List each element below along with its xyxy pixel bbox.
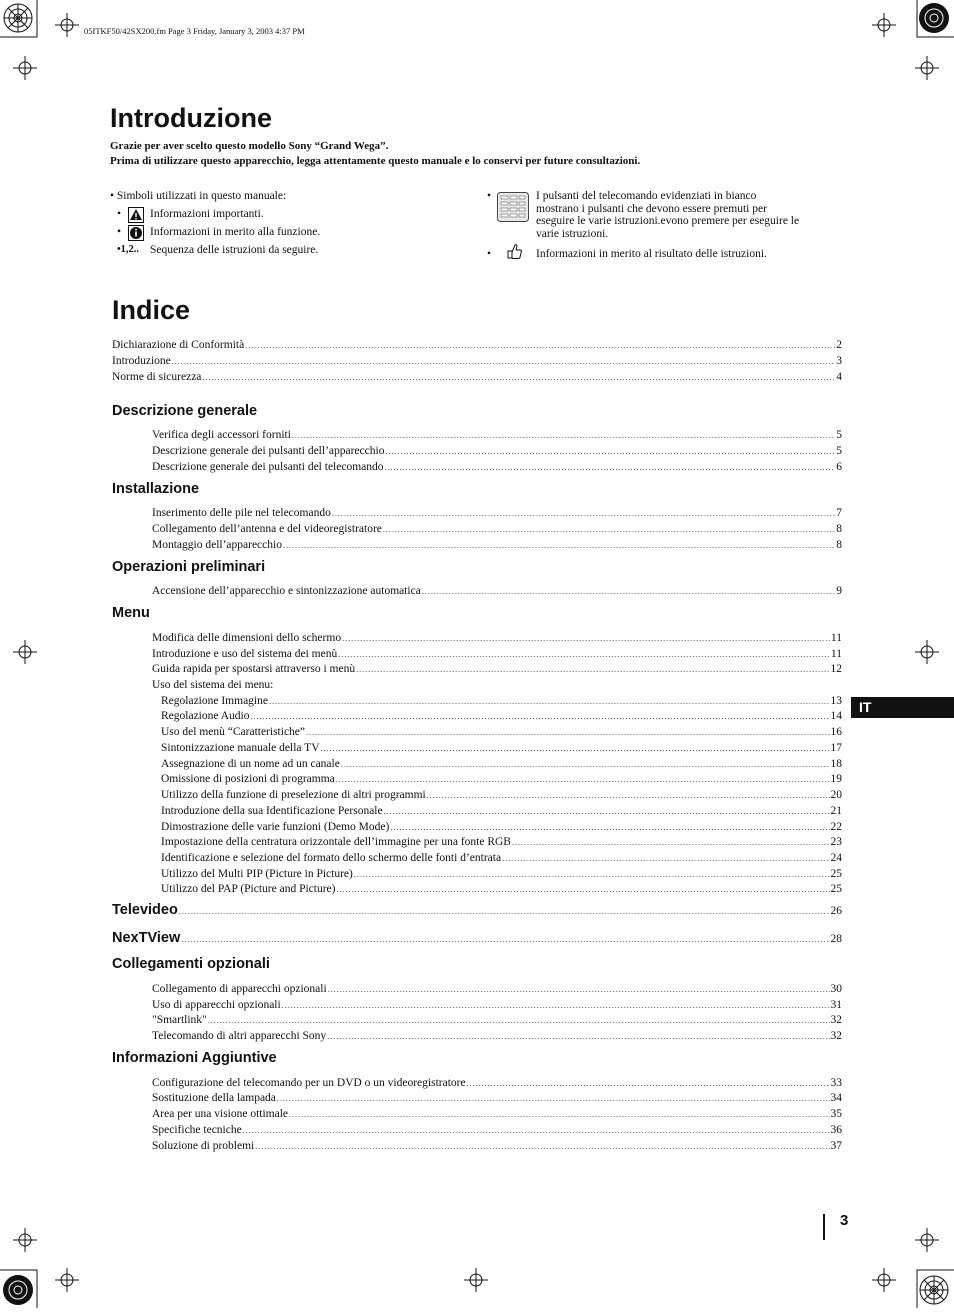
- info-icon: [128, 225, 144, 241]
- toc-entry-label: Verifica degli accessori forniti: [152, 429, 291, 441]
- toc-section-heading: [112, 930, 842, 948]
- toc-entry-page: 36: [830, 1124, 842, 1136]
- toc-entry-label: Collegamento di apparecchi opzionali: [152, 983, 327, 995]
- toc-entry-label: "Smartlink": [152, 1014, 207, 1026]
- toc-leader-dots: [512, 838, 830, 847]
- toc-entry: [152, 1124, 842, 1139]
- toc-entry-page: 28: [830, 933, 842, 945]
- toc-entry-page: 6: [836, 461, 842, 473]
- toc-section-heading: Operazioni preliminari: [112, 559, 266, 575]
- toc-entry-page: 9: [836, 585, 842, 597]
- toc-entry-label: Regolazione Audio: [161, 710, 250, 722]
- toc-entry-label: Utilizzo del Multi PIP (Picture in Picture): [161, 868, 353, 880]
- symbol-bullet: •1,2..: [117, 244, 140, 255]
- toc-entry-label: Identificazione e selezione del formato dello schermo delle fonti d’entrata: [161, 852, 502, 864]
- page-number: 3: [840, 1212, 849, 1229]
- toc-section-heading: Informazioni Aggiuntive: [112, 1050, 277, 1066]
- toc-entry: [161, 836, 842, 851]
- toc-leader-dots: [282, 1001, 830, 1010]
- toc-entry-page: 32: [830, 1030, 842, 1042]
- toc-entry-page: 37: [830, 1140, 842, 1152]
- toc-entry: [152, 632, 842, 647]
- toc-entry-label: Uso del menù “Caratteristiche”: [161, 726, 306, 738]
- toc-entry-page: 4: [836, 371, 842, 383]
- toc-leader-dots: [328, 985, 830, 994]
- symbol-text: Sequenza delle istruzioni da seguire.: [150, 244, 319, 256]
- toc-leader-dots: [356, 665, 829, 674]
- toc-leader-dots: [502, 854, 829, 863]
- toc-entry: [161, 789, 842, 804]
- toc-entry-label: Uso di apparecchi opzionali: [152, 999, 281, 1011]
- toc-entry-label: Modifica delle dimensioni dello schermo: [152, 632, 342, 644]
- hand-icon: [505, 242, 523, 260]
- symbol-text: Informazioni importanti.: [150, 208, 264, 220]
- toc-entry: [161, 710, 842, 725]
- toc-leader-dots: [341, 760, 830, 769]
- toc-entry: [152, 648, 842, 663]
- toc-leader-dots: [277, 1094, 830, 1103]
- toc-entry-page: 25: [830, 868, 842, 880]
- symbols-heading: • Simboli utilizzati in questo manuale:: [110, 190, 287, 202]
- toc-entry-label: Impostazione della centratura orizzontale dell’immagine per una fonte RGB: [161, 836, 511, 848]
- toc-entry-page: 16: [830, 726, 842, 738]
- toc-entry: [152, 679, 842, 694]
- toc-leader-dots: [292, 431, 835, 440]
- symbol-bullet: •: [117, 226, 122, 238]
- toc-entry-label: Specifiche tecniche: [152, 1124, 242, 1136]
- hand-text: Informazioni in merito al risultato delle istruzioni.: [536, 248, 767, 260]
- toc-section-heading: Installazione: [112, 481, 200, 497]
- toc-entry: [161, 868, 842, 883]
- toc-leader-dots: [422, 587, 835, 596]
- toc-entry-page: 14: [830, 710, 842, 722]
- intro-title: Introduzione: [110, 103, 272, 133]
- toc-leader-dots: [179, 907, 830, 916]
- toc-entry-label: Sostituzione della lampada: [152, 1092, 276, 1104]
- toc-entry-label: Introduzione: [112, 355, 171, 367]
- toc-entry-page: 24: [830, 852, 842, 864]
- toc-leader-dots: [336, 775, 830, 784]
- warning-icon: [128, 207, 144, 223]
- toc-entry-page: 21: [830, 805, 842, 817]
- toc-leader-dots: [321, 744, 830, 753]
- toc-leader-dots: [181, 935, 829, 944]
- toc-entry-label: Dimostrazione delle varie funzioni (Demo Mode): [161, 821, 390, 833]
- toc-entry: [152, 461, 842, 476]
- toc-entry-label: Collegamento dell’antenna e del videoregistratore: [152, 523, 382, 535]
- file-header: 05ITKF50/42SX200.fm Page 3 Friday, January 3, 2003 4:37 PM: [84, 26, 305, 36]
- toc-entry: [152, 1140, 842, 1155]
- intro-line-1: Grazie per aver scelto questo modello Sony “Grand Wega”.: [110, 140, 389, 152]
- toc-entry-page: 19: [830, 773, 842, 785]
- toc-entry-page: 13: [830, 695, 842, 707]
- toc-entry: [152, 999, 842, 1014]
- toc-section-heading: Descrizione generale: [112, 403, 258, 419]
- remote-text: I pulsanti del telecomando evidenziati in bianco mostrano i pulsanti che devono essere premuti per eseguire le varie istruzioni.evono premere per eseguire le varie istruzioni.: [536, 190, 800, 240]
- toc-entry-page: 7: [836, 507, 842, 519]
- toc-section-heading: Menu: [112, 605, 150, 621]
- page-number-divider: [823, 1214, 825, 1240]
- toc-section-heading: [112, 902, 842, 920]
- toc-leader-dots: [208, 1016, 830, 1025]
- toc-entry-label: Descrizione generale dei pulsanti dell’apparecchio: [152, 445, 385, 457]
- toc-entry-page: 12: [830, 663, 842, 675]
- toc-entry-label: Accensione dell’apparecchio e sintonizzazione automatica: [152, 585, 421, 597]
- toc-entry-label: Sintonizzazione manuale della TV: [161, 742, 320, 754]
- toc-entry: [112, 371, 842, 386]
- toc-leader-dots: [385, 463, 836, 472]
- toc-entry-label: Regolazione Immagine: [161, 695, 268, 707]
- toc-leader-dots: [385, 447, 835, 456]
- toc-leader-dots: [384, 807, 830, 816]
- toc-entry-label: Utilizzo della funzione di preselezione di altri programmi: [161, 789, 426, 801]
- toc-leader-dots: [245, 341, 835, 350]
- toc-leader-dots: [269, 697, 830, 706]
- toc-entry: [112, 339, 842, 354]
- toc-entry-label: Televideo: [112, 902, 178, 918]
- toc-entry: [161, 726, 842, 741]
- toc-entry-label: Introduzione della sua Identificazione Personale: [161, 805, 383, 817]
- toc-entry-page: 31: [830, 999, 842, 1011]
- intro-line-2: Prima di utilizzare questo apparecchio, legga attentamente questo manuale e lo conservi per future consultazioni.: [110, 155, 641, 167]
- toc-entry-label: Inserimento delle pile nel telecomando: [152, 507, 331, 519]
- toc-entry-page: 34: [830, 1092, 842, 1104]
- remote-control-icon: [497, 192, 529, 222]
- toc-entry-page: 2: [836, 339, 842, 351]
- toc-leader-dots: [354, 870, 830, 879]
- toc-entry: [152, 1030, 842, 1045]
- toc-entry-label: Dichiarazione di Conformità: [112, 339, 245, 351]
- toc-entry: [152, 983, 842, 998]
- toc-entry: [152, 1108, 842, 1123]
- toc-entry: [152, 539, 842, 554]
- toc-entry-page: 33: [830, 1077, 842, 1089]
- toc-entry: [152, 1014, 842, 1029]
- language-tab: IT: [851, 697, 954, 718]
- toc-leader-dots: [327, 1032, 829, 1041]
- toc-leader-dots: [243, 1126, 830, 1135]
- toc-entry-label: Assegnazione di un nome ad un canale: [161, 758, 340, 770]
- toc-entry: [161, 773, 842, 788]
- toc-leader-dots: [255, 1142, 829, 1151]
- toc-entry-page: 35: [830, 1108, 842, 1120]
- toc-entry-page: 30: [830, 983, 842, 995]
- toc-leader-dots: [342, 634, 830, 643]
- toc-entry-page: 11: [830, 632, 842, 644]
- symbol-bullet: •: [117, 208, 122, 220]
- toc-entry-label: Uso del sistema dei menu:: [152, 679, 274, 691]
- toc-leader-dots: [283, 541, 835, 550]
- toc-entry: [152, 663, 842, 678]
- toc-entry: [152, 429, 842, 444]
- symbol-bullet: •: [487, 190, 492, 202]
- toc-entry-page: 22: [830, 821, 842, 833]
- toc-entry: [161, 805, 842, 820]
- toc-entry: [152, 1077, 842, 1092]
- toc-entry-page: 20: [830, 789, 842, 801]
- toc-entry-label: Area per una visione ottimale: [152, 1108, 289, 1120]
- toc-leader-dots: [332, 509, 835, 518]
- toc-entry: [152, 445, 842, 460]
- toc-leader-dots: [383, 525, 835, 534]
- toc-entry: [161, 852, 842, 867]
- toc-entry-label: Introduzione e uso del sistema dei menù: [152, 648, 338, 660]
- symbol-bullet: •: [487, 248, 492, 260]
- toc-entry: [152, 523, 842, 538]
- toc-entry-page: 32: [830, 1014, 842, 1026]
- toc-entry: [112, 355, 842, 370]
- toc-entry-page: 26: [830, 905, 842, 917]
- toc-leader-dots: [427, 791, 830, 800]
- toc-entry-label: Telecomando di altri apparecchi Sony: [152, 1030, 327, 1042]
- toc-entry-label: Configurazione del telecomando per un DVD o un videoregistratore: [152, 1077, 466, 1089]
- toc-section-heading: Collegamenti opzionali: [112, 956, 270, 972]
- toc-leader-dots: [338, 650, 830, 659]
- toc-entry: [161, 695, 842, 710]
- toc-entry: [161, 883, 842, 898]
- toc-leader-dots: [202, 373, 835, 382]
- toc-entry: [152, 585, 842, 600]
- toc-entry-page: 17: [830, 742, 842, 754]
- toc-entry-page: 18: [830, 758, 842, 770]
- toc-leader-dots: [306, 728, 829, 737]
- toc-entry-page: 8: [836, 523, 842, 535]
- toc-entry: [152, 1092, 842, 1107]
- toc-entry-label: Utilizzo del PAP (Picture and Picture): [161, 883, 336, 895]
- toc-entry-label: Guida rapida per spostarsi attraverso i menù: [152, 663, 356, 675]
- toc-entry-label: Soluzione di problemi: [152, 1140, 255, 1152]
- toc-entry-label: Montaggio dell’apparecchio: [152, 539, 282, 551]
- toc-entry-page: 5: [836, 445, 842, 457]
- toc-entry: [161, 742, 842, 757]
- toc-entry-page: 3: [836, 355, 842, 367]
- toc-entry: [152, 507, 842, 522]
- toc-entry: [161, 758, 842, 773]
- toc-entry-page: 5: [836, 429, 842, 441]
- toc-entry-label: Norme di sicurezza: [112, 371, 202, 383]
- toc-entry-label: NexTView: [112, 930, 181, 946]
- toc-leader-dots: [172, 357, 835, 366]
- toc-entry-page: 25: [830, 883, 842, 895]
- toc-entry-label: Descrizione generale dei pulsanti del telecomando: [152, 461, 384, 473]
- index-title: Indice: [112, 295, 191, 325]
- toc-entry-page: 8: [836, 539, 842, 551]
- toc-entry-page: 11: [830, 648, 842, 660]
- toc-leader-dots: [250, 712, 829, 721]
- toc-leader-dots: [337, 885, 830, 894]
- toc-leader-dots: [289, 1110, 829, 1119]
- toc-entry-page: 23: [830, 836, 842, 848]
- toc-entry-label: Omissione di posizioni di programma: [161, 773, 335, 785]
- toc-leader-dots: [467, 1079, 830, 1088]
- toc-entry: [161, 821, 842, 836]
- symbol-text: Informazioni in merito alla funzione.: [150, 226, 321, 238]
- toc-leader-dots: [390, 823, 829, 832]
